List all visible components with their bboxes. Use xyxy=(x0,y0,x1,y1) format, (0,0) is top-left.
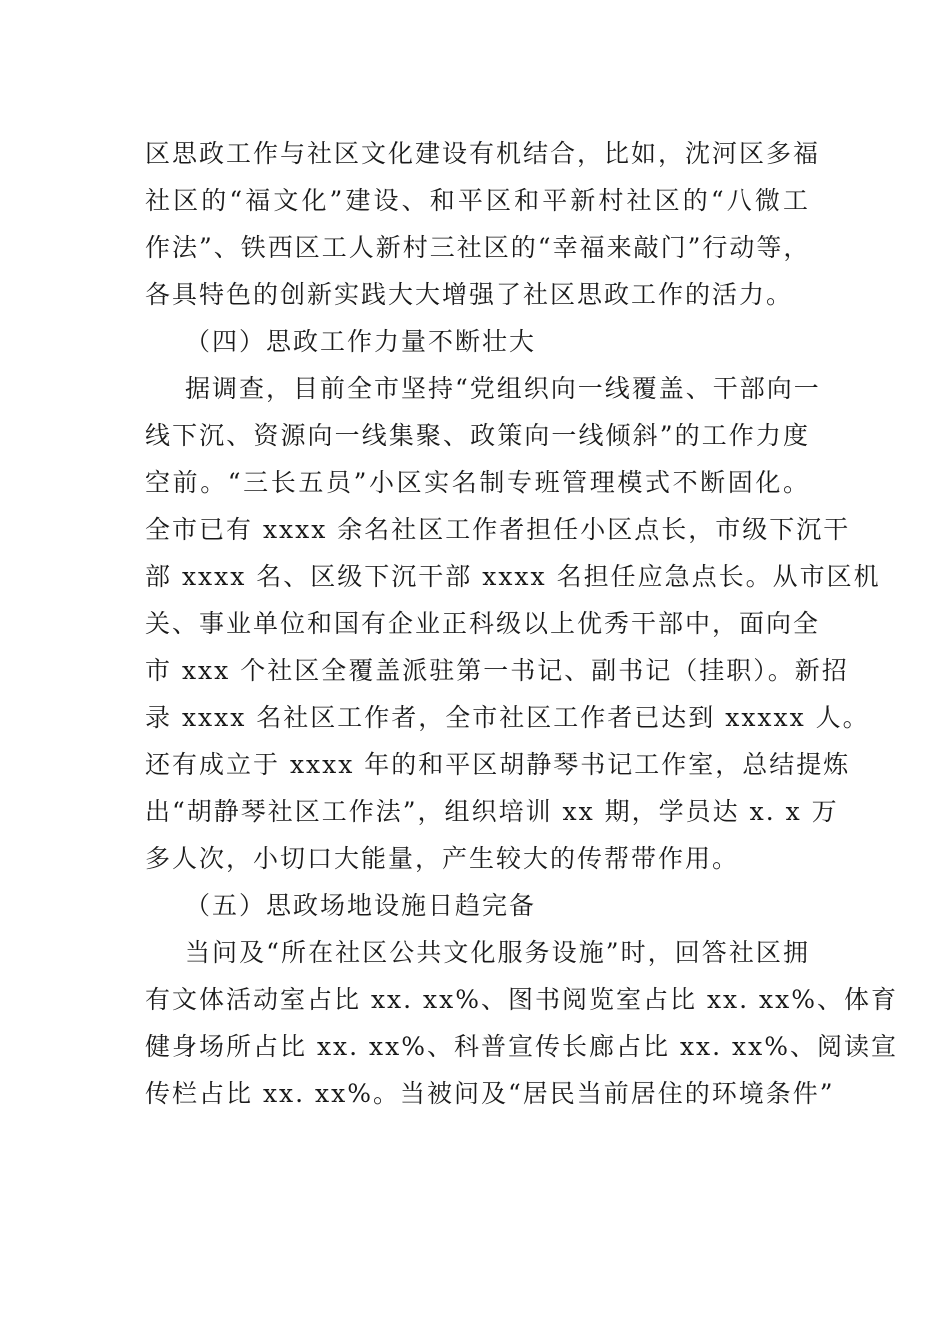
paragraph-continued xyxy=(145,134,821,314)
text-line: 空前。“三长五员”小区实名制专班管理模式不断固化。 xyxy=(145,468,810,497)
text-line: 线下沉、资源向一线集聚、政策向一线倾斜”的工作力度 xyxy=(145,421,810,450)
text-line: 市 xxx 个社区全覆盖派驻第一书记、副书记（挂职）。新招 xyxy=(145,656,849,685)
text-line: 部 xxxx 名、区级下沉干部 xxxx 名担任应急点长。从市区机 xyxy=(145,562,881,591)
text-line: 传栏占比 xx. xx%。当被问及“居民当前居住的环境条件” xyxy=(145,1079,835,1108)
text-line: 出“胡静琴社区工作法”，组织培训 xx 期，学员达 x. x 万 xyxy=(145,797,839,826)
text-line: 各具特色的创新实践大大增强了社区思政工作的活力。 xyxy=(145,280,794,309)
text-line: 有文体活动室占比 xx. xx%、图书阅览室占比 xx. xx%、体育 xyxy=(145,985,898,1014)
text-line: 还有成立于 xxxx 年的和平区胡静琴书记工作室，总结提炼 xyxy=(145,750,851,779)
text-line: 作法”、铁西区工人新村三社区的“幸福来敲门”行动等， xyxy=(145,233,811,262)
paragraph-facilities xyxy=(145,933,898,1113)
text-line: 当问及“所在社区公共文化服务设施”时，回答社区拥 xyxy=(185,938,810,967)
text-line: 多人次，小切口大能量，产生较大的传帮带作用。 xyxy=(145,844,740,873)
text-line: 全市已有 xxxx 余名社区工作者担任小区点长，市级下沉干 xyxy=(145,515,851,544)
text-line: 录 xxxx 名社区工作者，全市社区工作者已达到 xxxxx 人。 xyxy=(145,703,870,732)
text-line: 据调查，目前全市坚持“党组织向一线覆盖、干部向一 xyxy=(185,374,821,403)
document-body xyxy=(145,134,898,1121)
text-line: 健身场所占比 xx. xx%、科普宣传长廊占比 xx. xx%、阅读宣 xyxy=(145,1032,898,1061)
text-line: 关、事业单位和国有企业正科级以上优秀干部中，面向全 xyxy=(145,609,821,638)
section-heading-4: （四）思政工作力量不断壮大 xyxy=(185,327,537,356)
text-line: 社区的“福文化”建设、和平区和平新村社区的“八微工 xyxy=(145,186,810,215)
paragraph-staffing xyxy=(145,369,881,878)
text-line: 区思政工作与社区文化建设有机结合，比如，沈河区多福 xyxy=(145,139,821,168)
section-heading-5: （五）思政场地设施日趋完备 xyxy=(185,891,537,920)
